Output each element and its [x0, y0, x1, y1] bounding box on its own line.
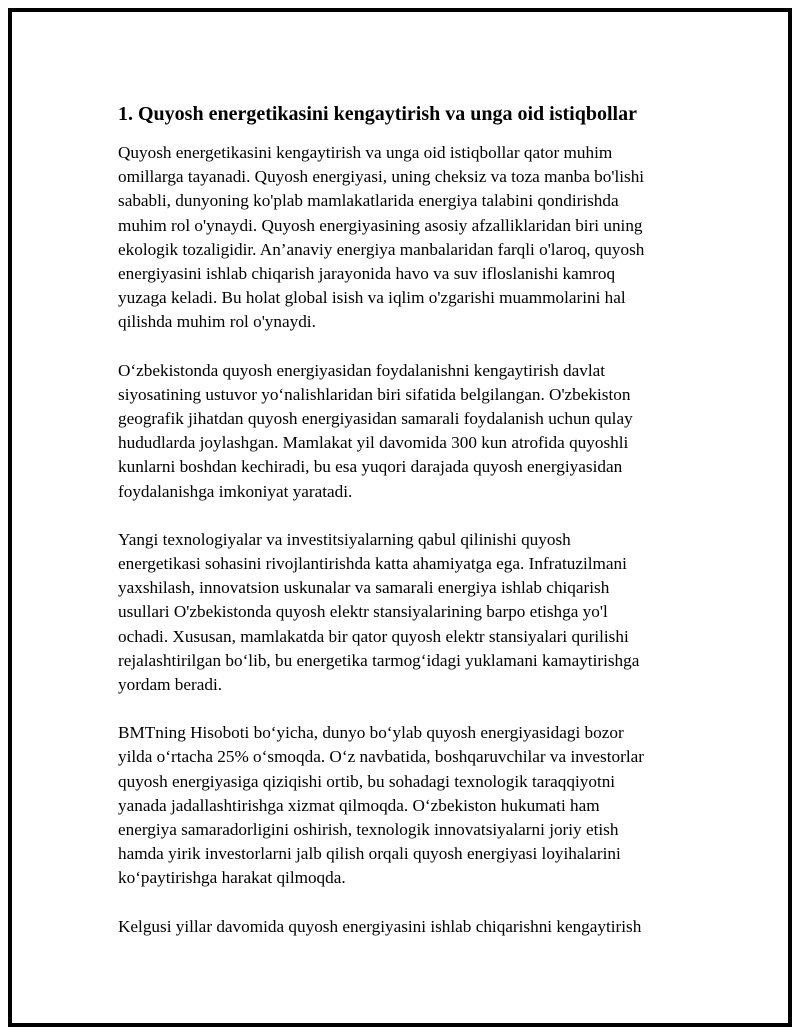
text-line: rejalashtirilgan bo‘lib, bu energetika tarmog‘idagi yuklamani kamaytirishga	[118, 650, 640, 670]
text-line: sababli, dunyoning ko'plab mamlakatlarida energiya talabini qondirishda	[118, 191, 619, 211]
text-line: muhim rol o'ynaydi. Quyosh energiyasining asosiy afzalliklaridan biri uning	[118, 215, 643, 235]
text-line: yanada jadallashtirishga xizmat qilmoqda. O‘zbekiston hukumati ham	[118, 795, 600, 815]
document-content	[118, 92, 688, 963]
text-line: yilda o‘rtacha 25% o‘smoqda. O‘z navbatida, boshqaruvchilar va investorlar	[118, 747, 644, 767]
paragraph-4	[118, 721, 688, 890]
text-line: Quyosh energetikasini kengaytirish va unga oid istiqbollar qator muhim	[118, 143, 613, 162]
text-line: geografik jihatdan quyosh energiyasidan samarali foydalanish uchun qulay	[118, 409, 633, 429]
text-line: quyosh energiyasiga qiziqishi ortib, bu sohadagi texnologik taraqqiyotni	[118, 771, 616, 791]
paragraph-5	[118, 915, 688, 939]
text-line: yaxshilash, innovatsion uskunalar va samarali energiya ishlab chiqarish	[118, 578, 610, 598]
text-line: siyosatining ustuvor yo‘nalishlaridan biri sifatida belgilangan. O'zbekiston	[118, 384, 631, 404]
text-line: hududlarda joylashgan. Mamlakat yil davomida 300 kun atrofida quyoshli	[118, 433, 629, 453]
text-line: ko‘paytirishga harakat qilmoqda.	[118, 868, 346, 888]
document-page	[8, 8, 792, 1027]
paragraph-3	[118, 528, 688, 697]
text-line: kunlarni boshdan kechiradi, bu esa yuqori darajada quyosh energiyasidan	[118, 457, 623, 477]
text-line: Kelgusi yillar davomida quyosh energiyasini ishlab chiqarishni kengaytirish	[118, 916, 642, 936]
text-line: hamda yirik investorlarni jalb qilish orqali quyosh energiyasi loyihalarini	[118, 844, 621, 864]
text-line: energiyasini ishlab chiqarish jarayonida havo va suv ifloslanishi kamroq	[118, 264, 616, 284]
section-heading: 1. Quyosh energetikasini kengaytirish va unga oid istiqbollar	[118, 103, 637, 125]
text-line: energetikasi sohasini rivojlantirishda katta ahamiyatga ega. Infratuzilmani	[118, 554, 627, 574]
text-line: ekologik tozaligidir. An’anaviy energiya manbalaridan farqli o'laroq, quyosh	[118, 239, 645, 259]
text-line: BMTning Hisoboti bo‘yicha, dunyo bo‘ylab quyosh energiyasidagi bozor	[118, 723, 624, 743]
text-line: energiya samaradorligini oshirish, texnologik innovatsiyalarni joriy etish	[118, 820, 619, 840]
text-line: yordam beradi.	[118, 675, 223, 695]
text-line: foydalanishga imkoniyat yaratadi.	[118, 481, 353, 501]
text-line: O‘zbekistonda quyosh energiyasidan foydalanishni kengaytirish davlat	[118, 360, 606, 380]
text-line: omillarga tayanadi. Quyosh energiyasi, uning cheksiz va toza manba bo'lishi	[118, 167, 645, 187]
paragraph-1	[118, 141, 688, 335]
text-line: Yangi texnologiyalar va investitsiyalarning qabul qilinishi quyosh	[118, 529, 571, 549]
text-line: qilishda muhim rol o'ynaydi.	[118, 312, 316, 332]
text-line: ochadi. Xususan, mamlakatda bir qator quyosh elektr stansiyalari qurilishi	[118, 626, 629, 646]
paragraph-2	[118, 359, 688, 504]
text-line: yuzaga keladi. Bu holat global isish va iqlim o'zgarishi muammolarini hal	[118, 288, 626, 308]
text-line: usullari O'zbekistonda quyosh elektr stansiyalarining barpo etishga yo'l	[118, 602, 608, 622]
